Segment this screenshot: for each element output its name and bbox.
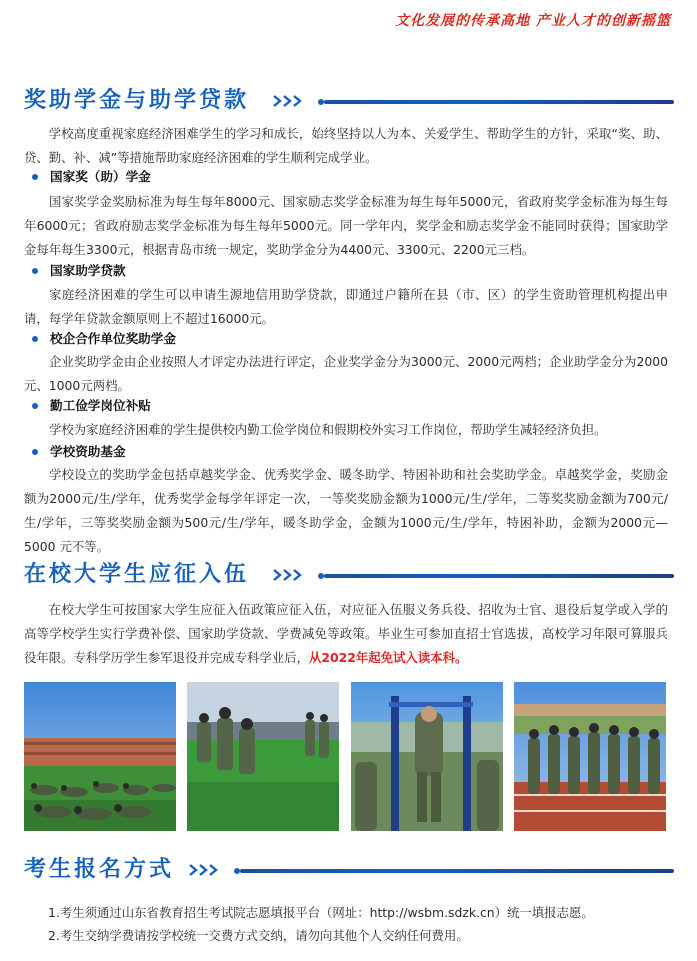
- enlistment-body: 在校大学生可按国家大学生应征入伍政策应征入伍，对应征入伍服义务兵役、招收为士官、退役后复学或入学的高等学校学生实行学费补偿、国家助学贷款、学费减免等政策。毕业生可参加直招士官选拔，高校学习年限可算服兵役年限。专科学历学生参军退役并完成专科学业后，从2022年起免试入读本科。: [24, 602, 668, 665]
- section-divider-line: [240, 869, 674, 873]
- triple-chevron-icon: [188, 863, 224, 877]
- section-divider-line: [324, 100, 674, 104]
- section-intro: 学校高度重视家庭经济困难学生的学习和成长，始终坚持以人为本、关爱学生、帮助学生的方针，采取“奖、助、贷、勤、补、减”等措施帮助家庭经济困难的学生顺利完成学业。: [24, 126, 668, 165]
- photo-military-training-pushups: [24, 682, 176, 831]
- enlistment-highlight: 从2022年起免试入读本科。: [308, 650, 468, 665]
- photo-military-training-drill: [187, 682, 339, 831]
- bullet-dot-icon: [32, 449, 38, 455]
- triple-chevron-icon: [272, 94, 308, 108]
- section-title: 奖助学金与助学贷款: [24, 88, 250, 113]
- section-header-enlistment: [24, 560, 674, 590]
- bullet-heading: 国家助学贷款: [32, 261, 126, 281]
- bullet-dot-icon: [32, 403, 38, 409]
- section-title: 在校大学生应征入伍: [24, 562, 250, 587]
- section-title: 考生报名方式: [24, 857, 175, 882]
- photo-pullup-training: [351, 682, 503, 831]
- bullet-dot-icon: [32, 336, 38, 342]
- section-header-scholarships: [24, 86, 674, 116]
- photo-marching-formation: [514, 682, 666, 831]
- bullet-body: 企业奖助学金由企业按照人才评定办法进行评定，企业奖学金分为3000元、2000元两档；企业助学金分为2000元、1000元两档。: [24, 354, 668, 393]
- header-slogan: 文化发展的传承高地 产业人才的创新摇篮: [395, 13, 671, 29]
- bullet-heading: 校企合作单位奖助学金: [32, 329, 176, 349]
- bullet-dot-icon: [32, 268, 38, 274]
- bullet-body: 学校为家庭经济困难的学生提供校内勤工俭学岗位和假期校外实习工作岗位，帮助学生减轻经济负担。: [49, 422, 607, 437]
- section-divider-line: [324, 574, 674, 578]
- bullet-heading: 学校资助基金: [32, 442, 126, 462]
- bullet-dot-icon: [32, 174, 38, 180]
- bullet-heading: 勤工俭学岗位补贴: [32, 396, 151, 416]
- triple-chevron-icon: [272, 568, 308, 582]
- bullet-body: 国家奖学金奖励标准为每生每年8000元、国家励志奖学金标准为每生每年5000元，省政府奖学金标准为每生每年6000元；省政府励志奖学金标准为每生每年5000元。同一学年内，奖学金和励志奖学金不能同时获得；国家助学金每年每生3300元，根据青岛市统一规定，奖助学金分为4400元、3300元、2200元三档。: [24, 194, 668, 257]
- bullet-body: 学校设立的奖助学金包括卓越奖学金、优秀奖学金、暖冬助学、特困补助和社会奖助学金。卓越奖学金，奖励金额为2000元/生/学年，优秀奖学金每学年评定一次，一等奖奖励金额为1000元/生/学年，二等奖奖励金额为700元/生/学年，三等奖奖励金额为500元/生/学年，暖冬助学金，金额为1000元/生/学年，特困补助，金额为2000元—5000 元不等。: [24, 467, 668, 554]
- registration-item: 1.考生须通过山东省教育招生考试院志愿填报平台（网址：http://wsbm.sdzk.cn）统一填报志愿。: [48, 905, 594, 920]
- section-header-registration: [24, 855, 674, 885]
- bullet-heading: 国家奖（助）学金: [32, 167, 151, 187]
- bullet-body: 家庭经济困难的学生可以申请生源地信用助学贷款，即通过户籍所在县（市、区）的学生资助管理机构提出申请，每学年贷款金额原则上不超过16000元。: [24, 287, 668, 326]
- registration-item: 2.考生交纳学费请按学校统一交费方式交纳，请勿向其他个人交纳任何费用。: [48, 928, 469, 943]
